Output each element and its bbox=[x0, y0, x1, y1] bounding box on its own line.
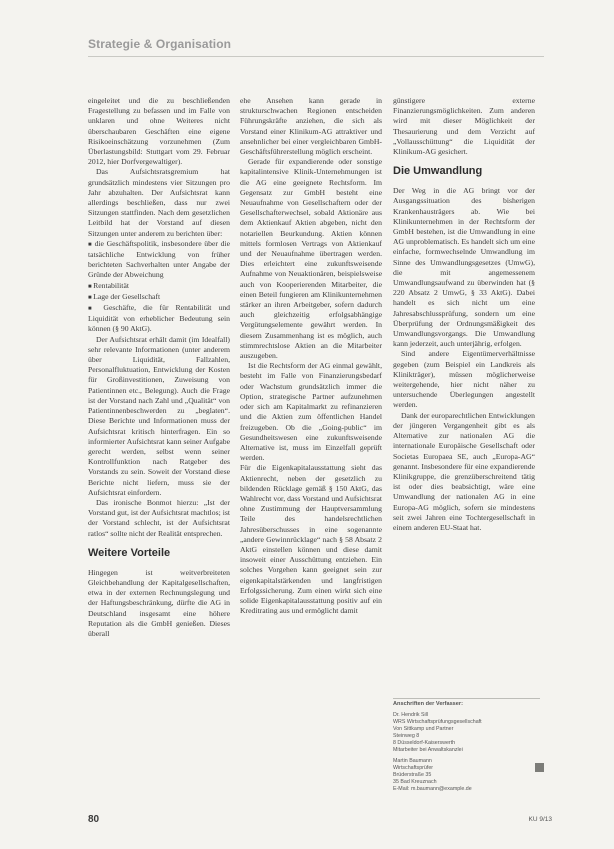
paragraph: Dank der europarechtlichen Entwicklungen der jüngeren Vergangenheit gibt es als Alternative zur nationalen AG die internationale Europäische Gesellschaft oder Societas Europaea SE, auch „Europa-AG“ genannt. Insbesondere für eine expandierende Klinikgruppe, die grenzüberschreitend tätig ist oder dies beabsichtigt, wäre eine Umwandlung der nationalen AG in eine Europa-AG möglich, sofern sie mindestens seit zwei Jahren eine Tochtergesellschaft in einem anderen EU-Staat hat. bbox=[393, 410, 535, 532]
header-rule bbox=[88, 56, 544, 57]
author-box-heading: Anschriften der Verfasser: bbox=[393, 701, 463, 707]
paragraph: Sind andere Eigentümerverhältnisse gegeben (zum Beispiel ein Landkreis als Klinikträger), müssen möglicherweise weitergehende, hier nicht näher zu untersuchende Überlegungen angestellt werden. bbox=[393, 349, 535, 410]
author-line: Martin Baumann bbox=[393, 758, 432, 764]
author-line: Mitarbeiter bei Anwaltskanzlei bbox=[393, 747, 463, 753]
column-1 bbox=[88, 96, 230, 639]
bullet-item: ■ Lage der Gesellschaft bbox=[88, 292, 230, 303]
bullet-item: ■ Geschäfte, die für Rentabilität und Liquidität von erheblicher Bedeutung sein können (§ 90 AktG). bbox=[88, 303, 230, 335]
author-line: WRS Wirtschaftsprüfungsgesellschaft bbox=[393, 719, 482, 725]
paragraph: ehe Ansehen kann gerade in strukturschwachen Regionen entscheiden Führungskräfte anziehen, die sich als Vorstand einer Klinikum-AG attraktiver und ansehnlicher bei einer vergleichbaren GmbH-Geschäftsführerstellung möglich erscheint. bbox=[240, 96, 382, 157]
bullet-item: ■ die Geschäftspolitik, insbesondere über die tatsächliche Entwicklung von früher berichteten Sachverhalten unter Angabe der Gründe der Abweichung bbox=[88, 239, 230, 281]
section-header: Strategie & Organisation bbox=[88, 37, 232, 51]
paragraph: Der Aufsichtsrat erhält damit (im Idealfall) sehr relevante Informationen (unter anderem über Liquidität, Fallzahlen, Personalfluktuation, Entwicklung der Kosten für Großinvestitionen, Zuweisung von Patientinnen etc., Belegung). Auch die Frage ist der Vorstand nach Zahl und „Qualität“ von Patientinnenbeschwerden zu „beglaten“. Diese Berichte und Informationen muss der Aufsichtsrat kritisch hinterfragen. Ein so informierter Aufsichtsrat kann seiner Aufgabe gerecht werden, selbst wenn seiner Kontrollfunktion nach Ratgeber des Vorstands zu sein. Soweit der Vorstand diese Berichte nicht liefern, muss sie der Aufsichtsrat einfordern. bbox=[88, 334, 230, 497]
section-heading: Die Umwandlung bbox=[393, 165, 483, 178]
column-2 bbox=[240, 96, 382, 616]
section-heading: Weitere Vorteile bbox=[88, 546, 171, 559]
author-line: Von Sittkamp und Partner bbox=[393, 726, 454, 732]
author-line: E-Mail: m.baumann@example.de bbox=[393, 786, 472, 792]
page-number: 80 bbox=[88, 814, 100, 825]
paragraph: Das Aufsichtsratsgremium hat grundsätzlich mindestens vier Sitzungen pro Jahr abzuhalten. Der Aufsichtsrat kann allerdings beschließen, dass nur zwei Sitzungen stattfinden. Nach dem gesetzlichen Leitbild hat der Vorstand auf diesen Sitzungen unter anderem zu berichten über: bbox=[88, 167, 230, 238]
issue-reference: KU 9/13 bbox=[528, 816, 552, 823]
paragraph: Für die Eigenkapitalausstattung sieht das Aktienrecht, neben der gesetzlich zu bildenden Rücklage gemäß § 150 AktG, das Wahlrecht vor, dass Vorstand und Aufsichtsrat ohne Zustimmung der Hauptversammlung Teile des handelsrechtlichen Jahresüberschusses in eine sogenannte „andere Gewinnrücklage“ nach § 58 Absatz 2 AktG einstellen können und diese damit insoweit einer Ausschüttung entziehen. Ein solches Vorgehen kann geeignet sein zur eigenkapitalstärkenden und langfristigen Erfolgssicherung. Zum einen wirkt sich eine solide Eigenkapitalausstattung positiv auf ein Kreditrating aus und ermöglicht damit bbox=[240, 463, 382, 616]
paragraph: Der Weg in die AG bringt vor der Ausgangssituation des bisherigen Krankenhausträgers ab. Wie bei Klinikunternehmen in der Rechtsform der GmbH bestehen, ist die Umwandlung in eine AG unproblematisch. Es handelt sich um eine einfache, formwechselnde Umwandlung im Sinne des Umwandlungsgesetzes (UmwG), die mit angemessenem Umwandlungsaufwand zu überwinden hat (§ 220 Absatz 2 UmwG, § 33 AktG). Dabei handelt es sich nicht um eine Jahresabschlussprüfung, sondern um eine Überprüfung der Ordnungsmäßigkeit des Umwandlungsvorgangs. Die Umwandlung kann jederzeit, auch unterjährig, erfolgen. bbox=[393, 186, 535, 349]
author-line: Brüderstraße 35 bbox=[393, 772, 432, 778]
end-marker-icon bbox=[535, 763, 544, 772]
paragraph: günstigere externe Finanzierungsmöglichkeiten. Zum anderen wird mit dieser Möglichkeit der Thesaurierung und dem Verzicht auf „Vollausschüttung“ die Liquidität der Klinikum-AG gesichert. bbox=[393, 96, 535, 157]
paragraph: Das ironische Bonmot hierzu: „Ist der Vorstand gut, ist der Aufsichtsrat machtlos; ist der Vorstand schlecht, ist der Aufsichtsrat ratlos“ sollte nicht der Realität entsprechen. bbox=[88, 497, 230, 538]
author-line: Wirtschaftsprüfer bbox=[393, 765, 434, 771]
column-3 bbox=[393, 96, 535, 533]
author-line: 8 Düsseldorf-Kaiserswerth bbox=[393, 740, 456, 746]
author-address-box bbox=[393, 698, 540, 799]
paragraph: Gerade für expandierende oder sonstige kapitalintensive Klinik-Unternehmungen ist die AG eine geeignete Rechtsform. Im Gegensatz zur GmbH besteht eine Neuaufnahme von Gesellschaftern oder der Gesellschafterwechsel, sobald Aktionäre aus dem Aktienkauf Aktien abgeben, nicht den notariellen Beurkundung. Aktien können mittels formlosen Vertrags von Aktienkauf und der Neuaufnahme übertragen werden. Dies erleichtert eine zukunftsweisende Aufnahme von Neuaktionären, beispielsweise auch von Kooperierenden Mitarbeiter, die einen Beteil fungieren am Klinikunternehmen stärker an ihren Arbeitgeber, sofern dadurch auch gleichzeitig erfolgsabhängige Vergütungselemente gewährt werden. In diesem Zusammenhang ist es möglich, auch stimmrechtslose Aktien an die Mitarbeiter auszugeben. bbox=[240, 157, 382, 361]
author-1 bbox=[393, 712, 540, 754]
paragraph: Hingegen ist weitverbreiteten Gleichbehandlung der Kapitalgesellschaften, etwa in der externen Rechnungslegung und der Haftungsbeschränkung, dürfte die AG in Deutschland insgesamt eine höhere Reputation als die GmbH genießen. Dieses überall bbox=[88, 567, 230, 638]
paragraph: Ist die Rechtsform der AG einmal gewählt, besteht im Falle von Finanzierungsbedarf oder Wachstum grundsätzlich immer die Option, strategische Partner aufzunehmen oder sich am Kapitalmarkt zu refinanzieren und die Aktien zum öffentlichen Handel freizugeben. Ob die „Going-public“ im Gesundheitswesen eine zukunftsweisende Alternative ist, muss im Einzelfall geprüft werden. bbox=[240, 361, 382, 463]
author-2 bbox=[393, 758, 540, 793]
bullet-item: ■ Rentabilität bbox=[88, 281, 230, 292]
author-line: Dr. Hendrik Sill bbox=[393, 712, 429, 718]
author-line: Steinweg 8 bbox=[393, 733, 420, 739]
author-line: 35 Bad Kreuznach bbox=[393, 779, 437, 785]
paragraph: eingeleitet und die zu beschließenden Fragestellung zu befassen und im Falle von unklaren und ohne Weiteres nicht überschaubaren Geschäften eine eigene Risikoeinschätzung vorzunehmen (Zum Überlastungsbild: Stuttgart vom 29. Februar 2012, hier Dorfvergewaltiger). bbox=[88, 96, 230, 167]
